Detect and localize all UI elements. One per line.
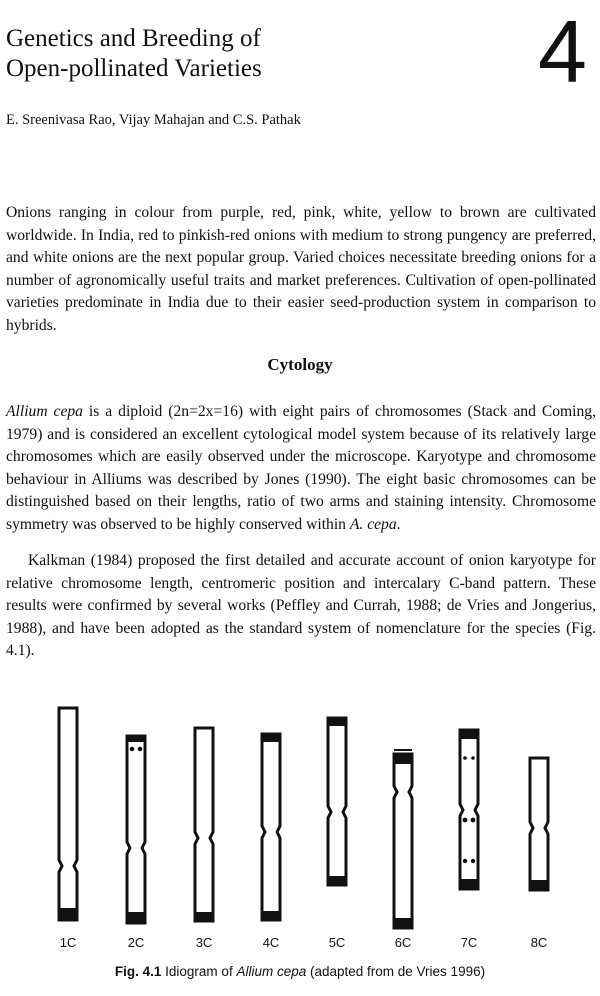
- cytology-paragraph-1-text-b: .: [396, 515, 401, 533]
- chromosome-7c: [459, 729, 479, 950]
- cytology-paragraph-1: [6, 401, 596, 537]
- figure-caption: [0, 964, 600, 979]
- authors: E. Sreenivasa Rao, Vijay Mahajan and C.S. Pathak: [6, 112, 301, 128]
- chapter-title-line-2: Open-pollinated Varieties: [6, 55, 262, 82]
- figure-caption-text-a: Idiogram of: [161, 964, 237, 979]
- chromosome-label-7c: 7C: [460, 935, 478, 950]
- intro-paragraph: Onions ranging in colour from purple, red, pink, white, yellow to brown are cultivated worldwide. In India, red to pinkish-red onions with medium to strong pungency are preferred, and white onions are the next popular group. Varied choices necessitate breeding onions for a number of agronomically useful traits and market preferences. Cultivation of open-pollinated varieties predominate in India due to their easier seed-production system in comparison to hybrids.: [6, 204, 596, 334]
- figure-caption-text-b: (adapted from de Vries 1996): [306, 964, 486, 979]
- figure-caption-species: Allium cepa: [236, 964, 307, 979]
- chapter-title-line-1: Genetics and Breeding of: [6, 25, 261, 52]
- chromosome-5c: [327, 717, 347, 950]
- chromosome-label-8c: 8C: [530, 935, 548, 950]
- chromosome-6c: [393, 750, 413, 950]
- section-heading-cytology: Cytology: [267, 355, 333, 374]
- chapter-title: [6, 24, 262, 84]
- species-name: Allium cepa: [6, 403, 83, 420]
- figure-caption-label: Fig. 4.1: [114, 964, 162, 979]
- cytology-paragraph-1-text-a: is a diploid (2n=2x=16) with eight pairs of chromosomes (Stack and Coming, 1979) and is considered an excellent cytological model system because of its relatively large chromosomes which are easily observed under the microscope. Karyotype and chromosome behaviour in Alliums was described by Jones (1990). The eight basic chromosomes can be distinguished based on their lengths, ratio of two arms and staining intensity. Chromosome symmetry was observed to be highly conserved within: [6, 403, 597, 533]
- chromosome-label-2c: 2C: [127, 935, 145, 950]
- chromosome-label-5c: 5C: [328, 935, 346, 950]
- chromosome-2c: [126, 735, 146, 950]
- chromosome-4c: [261, 733, 281, 950]
- chromosome-8c: [529, 758, 549, 950]
- species-name-short: A. cepa: [349, 515, 397, 533]
- chromosome-1c: [58, 708, 78, 950]
- idiogram-figure: [0, 690, 600, 990]
- chapter-number: 4: [538, 2, 587, 101]
- chromosome-3c: [194, 728, 214, 950]
- cytology-paragraph-2: Kalkman (1984) proposed the first detailed and accurate account of onion karyotype for relative chromosome length, centromeric position and intercalary C-band pattern. These results were confirmed by several works (Peffley and Currah, 1988; de Vries and Jongerius, 1988), and have been adopted as the standard system of nomenclature for the species (Fig. 4.1).: [6, 552, 596, 660]
- chromosome-label-3c: 3C: [195, 935, 213, 950]
- chromosome-label-4c: 4C: [262, 935, 280, 950]
- idiogram-chart: [0, 690, 600, 960]
- chromosome-label-6c: 6C: [394, 935, 412, 950]
- chromosome-label-1c: 1C: [59, 935, 77, 950]
